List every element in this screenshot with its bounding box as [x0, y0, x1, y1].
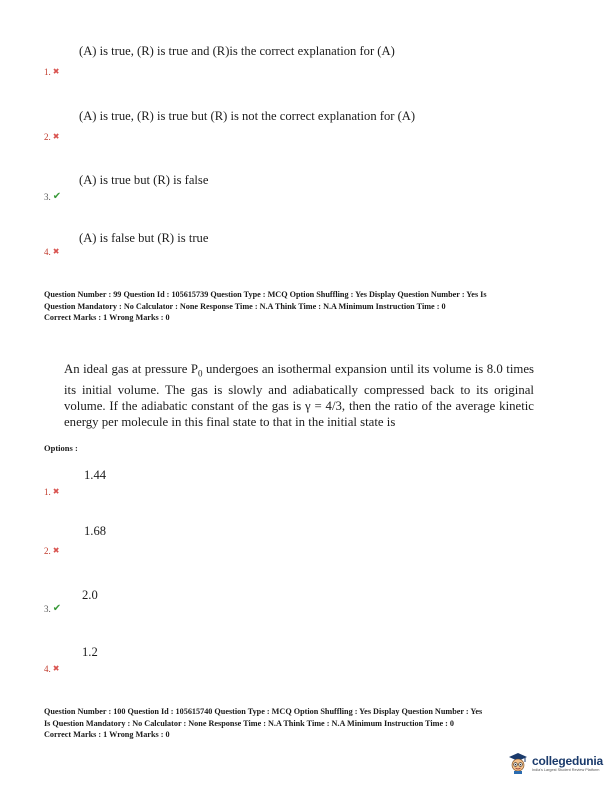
option-number-label: 2.: [44, 546, 51, 556]
option-number: [44, 546, 59, 556]
option-number: [44, 664, 59, 674]
cross-icon: ✖: [52, 546, 60, 555]
option-text: 1.68: [84, 524, 107, 538]
option-number: [44, 247, 59, 257]
logo-tagline: India's Largest Student Review Platform: [532, 768, 600, 772]
cross-icon: ✖: [52, 132, 60, 141]
option-number: [44, 132, 59, 142]
option-text: 2.0: [82, 588, 98, 602]
cross-icon: ✖: [52, 247, 60, 256]
subscript: 0: [198, 368, 203, 379]
graduate-mascot-icon: [508, 752, 528, 774]
logo-text: [532, 754, 603, 772]
option-text: 1.2: [82, 645, 98, 659]
question-meta: [44, 706, 584, 741]
question-meta: [44, 289, 584, 324]
option-text: (A) is true, (R) is true and (R)is the correct explanation for (A): [79, 44, 395, 58]
cross-icon: ✖: [52, 487, 60, 496]
question-meta-line: Correct Marks : 1 Wrong Marks : 0: [44, 730, 170, 739]
option-text: (A) is true but (R) is false: [79, 173, 209, 187]
options-label: Options :: [44, 443, 78, 453]
collegedunia-logo: [508, 752, 603, 774]
option-number-label: 1.: [44, 67, 51, 77]
checkmark-icon: ✔: [52, 191, 62, 202]
question-text-part: undergoes an isothermal expansion until its volume is 8.0 times its initial volume. The gas is slowly and adiabatically compressed back to its original volume. If the adiabatic constant of the gas is γ = 4/3, then the ratio of the average kinetic energy per molecule in this final state to that in the initial state is: [64, 362, 534, 429]
option-number: [44, 67, 59, 77]
option-number-label: 4.: [44, 247, 51, 257]
option-number-label: 2.: [44, 132, 51, 142]
option-number-label: 1.: [44, 487, 51, 497]
option-number-label: 3.: [44, 604, 51, 614]
question-text-part: An ideal gas at pressure P: [64, 362, 199, 376]
question-text: [64, 361, 534, 430]
question-meta-line: Is Question Mandatory : No Calculator : None Response Time : N.A Think Time : N.A Minimum Instruction Time : 0: [44, 718, 455, 728]
option-number-label: 4.: [44, 664, 51, 674]
option-number: [44, 604, 61, 614]
question-meta-line: Question Number : 99 Question Id : 105615739 Question Type : MCQ Option Shuffling : Yes Display Question Number : Yes Is: [44, 290, 487, 299]
option-number: [44, 487, 59, 497]
option-number: [44, 192, 61, 202]
cross-icon: ✖: [52, 67, 60, 76]
option-text: (A) is true, (R) is true but (R) is not the correct explanation for (A): [79, 109, 416, 123]
option-number-label: 3.: [44, 192, 51, 202]
option-text: (A) is false but (R) is true: [79, 231, 209, 245]
cross-icon: ✖: [52, 664, 60, 673]
option-text: 1.44: [84, 468, 107, 482]
checkmark-icon: ✔: [52, 603, 62, 614]
question-meta-line: Correct Marks : 1 Wrong Marks : 0: [44, 313, 170, 322]
question-meta-line: Question Number : 100 Question Id : 105615740 Question Type : MCQ Option Shuffling : Yes Display Question Number : Yes: [44, 707, 483, 716]
question-meta-line: Question Mandatory : No Calculator : None Response Time : N.A Think Time : N.A Minimum Instruction Time : 0: [44, 301, 446, 311]
logo-name: collegedunia: [532, 754, 603, 768]
